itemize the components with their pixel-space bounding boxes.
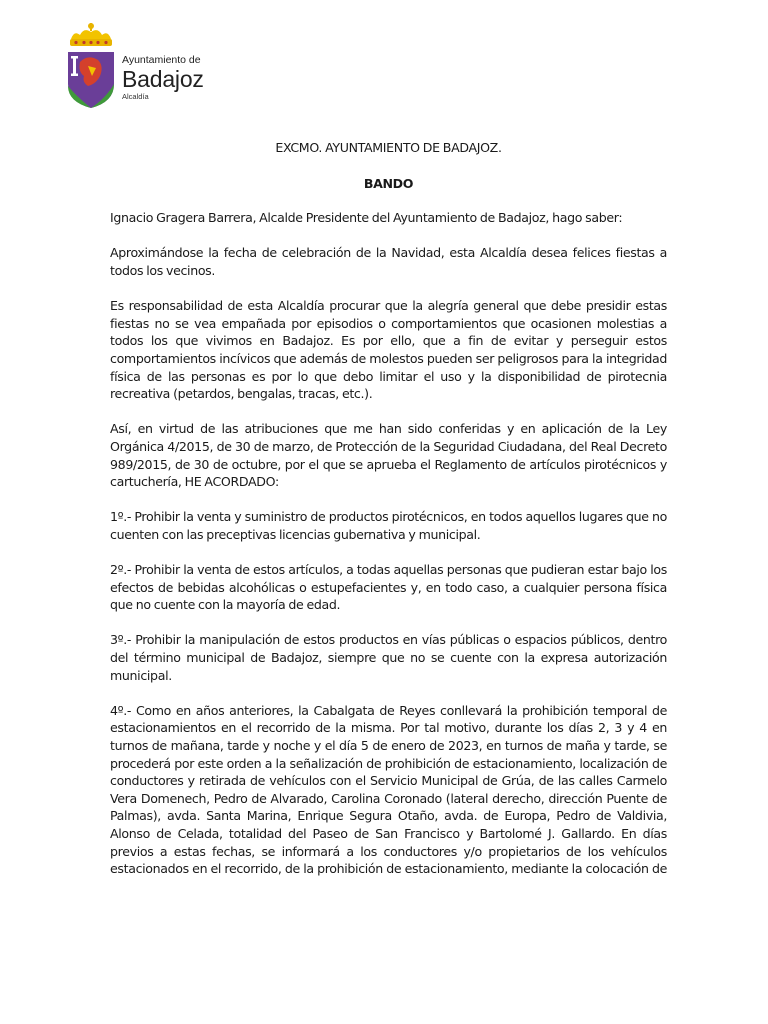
logo-line-alcaldia: Alcaldía (122, 92, 149, 101)
crown-icon (70, 23, 112, 46)
paragraph-article-2: 2º.- Prohibir la venta de estos artículos, a todas aquellas personas que pudieran estar bajo los efectos de bebidas alcohólicas o estupefacientes y, en todo caso, a cualquier persona física que no cuente con la mayoría de edad. (110, 562, 667, 613)
paragraph-article-3: 3º.- Prohibir la manipulación de estos productos en vías públicas o espacios públicos, dentro del término municipal de Badajoz, siempre que no se cuente con la expresa autorización municipal. (110, 632, 667, 683)
logo-wordmark (122, 54, 204, 101)
shield-icon (68, 52, 114, 108)
logo-line-badajoz: Badajoz (122, 66, 204, 92)
document-subtitle: BANDO (363, 175, 414, 191)
document-body (110, 139, 667, 895)
logo-line-ayuntamiento: Ayuntamiento de (122, 54, 201, 66)
paragraph-article-1: 1º.- Prohibir la venta y suministro de productos pirotécnicos, en todos aquellos lugares que no cuenten con las preceptivas licencias gubernativa y municipal. (110, 509, 667, 542)
paragraph-legal-basis: Así, en virtud de las atribuciones que me han sido conferidas y en aplicación de la Ley Orgánica 4/2015, de 30 de marzo, de Protección de la Seguridad Ciudadana, del Real Decreto 989/2015, de 30 de octubre, por el que se aprueba el Reglamento de artículos pirotécnicos y cartuchería, HE ACORDADO: (110, 421, 667, 490)
document-title: EXCMO. AYUNTAMIENTO DE BADAJOZ. (275, 140, 502, 155)
paragraph-intro: Ignacio Gragera Barrera, Alcalde Presidente del Ayuntamiento de Badajoz, hago saber: (110, 210, 623, 226)
paragraph-article-4: 4º.- Como en años anteriores, la Cabalgata de Reyes conllevará la prohibición temporal de estacionamientos en el recorrido de la misma. Por tal motivo, durante los días 2, 3 y 4 en turnos de mañana, tarde y noche y el día 5 de enero de 2023, en turnos de maña y tarde, se procederá por este orden a la señalización de prohibición de estacionamiento, localización de conductores y retirada de vehículos con el Servicio Municipal de Grúa, de las calles Carmelo Vera Domenech, Pedro de Alvarado, Carolina Coronado (lateral derecho, dirección Puente de Palmas), avda. Santa Marina, Enrique Segura Otaño, avda. de Europa, Pedro de Valdivia, Alonso de Celada, totalidad del Paseo de San Francisco y Bartolomé J. Gallardo. En días previos a estas fechas, se informará a los conductores y/o propietarios de los vehículos estacionados en el recorrido, de la prohibición de estacionamiento, mediante la colocación de (110, 702, 667, 877)
paragraph-greeting: Aproximándose la fecha de celebración de la Navidad, esta Alcaldía desea felices fiestas a todos los vecinos. (110, 245, 667, 278)
paragraph-responsibility: Es responsabilidad de esta Alcaldía procurar que la alegría general que debe presidir estas fiestas no se vea empañada por episodios o comportamientos que ocasionen molestias a todos los que vivimos en Badajoz. Es por ello, que a fin de evitar y perseguir estos comportamientos incívicos que además de molestos pueden ser peligrosos para la integridad física de las personas es por lo que debo limitar el uso y la disponibilidad de pirotecnia recreativa (petardos, bengalas, tracas, etc.). (110, 298, 667, 402)
